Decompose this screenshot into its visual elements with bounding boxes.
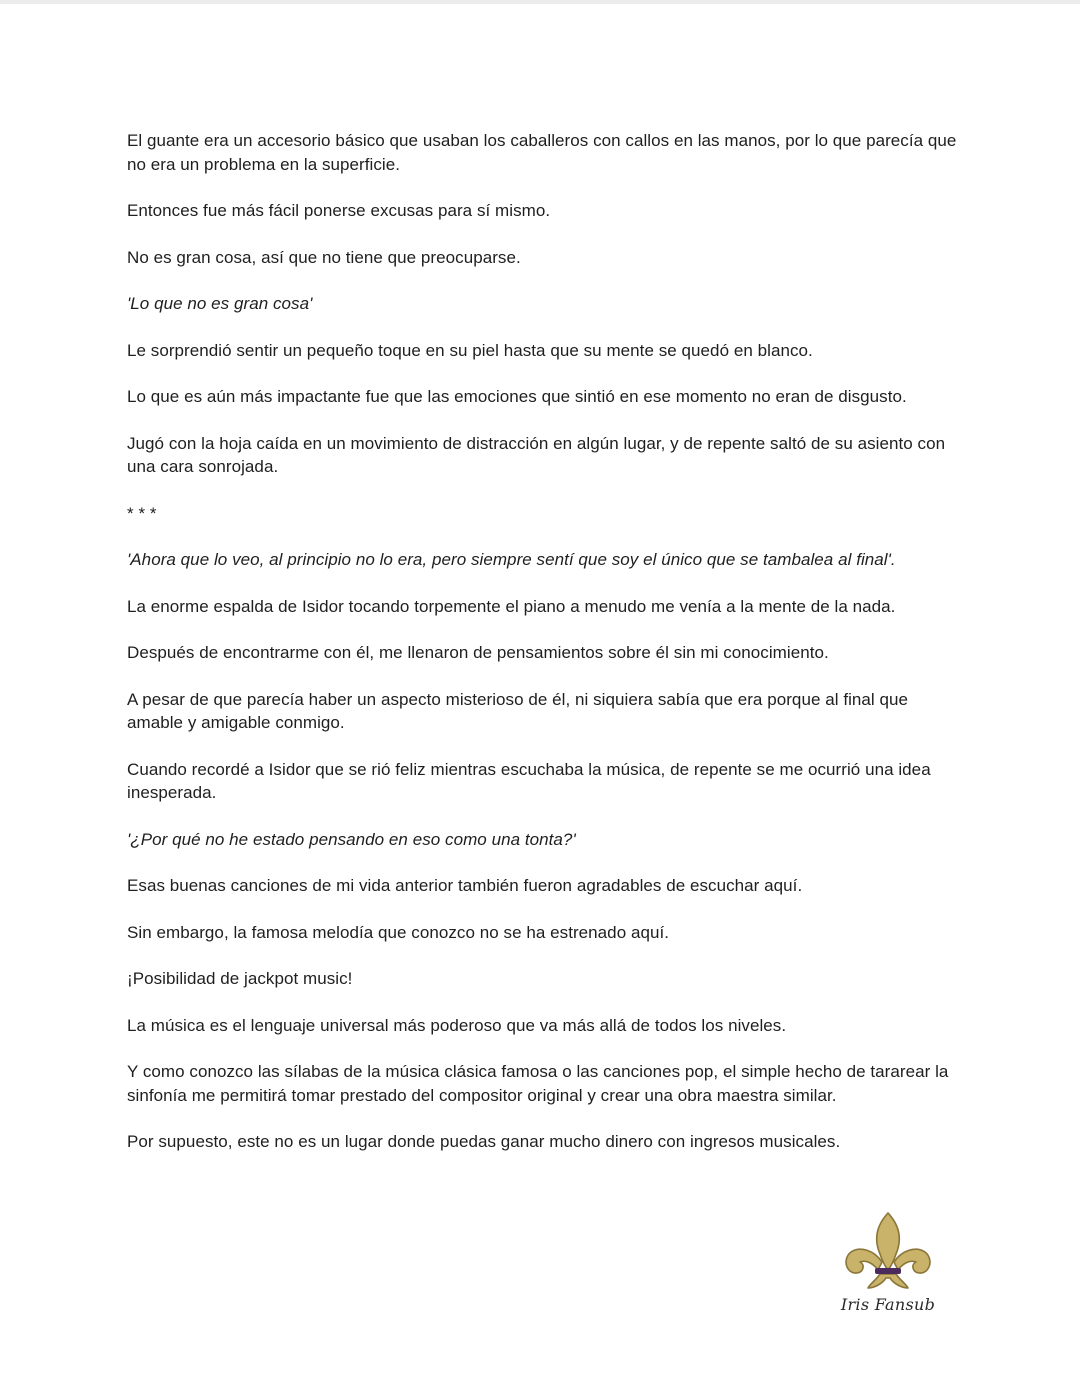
top-edge-bar (0, 0, 1080, 4)
paragraph: Le sorprendió sentir un pequeño toque en su piel hasta que su mente se quedó en blanco. (127, 340, 813, 360)
paragraph: ¡Posibilidad de jackpot music! (127, 969, 353, 988)
paragraph: Por supuesto, este no es un lugar donde puedas ganar mucho dinero con ingresos musicales. (127, 1132, 841, 1151)
paragraph: El guante era un accesorio básico que usaban los caballeros con callos en las manos, por lo que parecía que no era un problema en la superficie. (127, 131, 957, 174)
paragraph: Esas buenas canciones de mi vida anterior también fueron agradables de escuchar aquí. (127, 876, 803, 895)
paragraph: 'Lo que no es gran cosa' (127, 294, 313, 313)
paragraph: Cuando recordé a Isidor que se rió feliz mientras escuchaba la música, de repente se me ocurrió una idea inesperada. (127, 759, 931, 802)
paragraph: La enorme espalda de Isidor tocando torpemente el piano a menudo me venía a la mente de la nada. (127, 596, 896, 616)
paragraph: Después de encontrarme con él, me llenaron de pensamientos sobre él sin mi conocimiento. (127, 643, 829, 662)
fleur-de-lis-icon (838, 1210, 938, 1294)
scene-break: * * * (127, 503, 157, 523)
paragraph: Jugó con la hoja caída en un movimiento de distracción en algún lugar, y de repente saltó de su asiento con una cara sonrojada. (127, 433, 946, 476)
paragraph: Y como conozco las sílabas de la música clásica famosa o las canciones pop, el simple hecho de tararear la sinfonía me permitirá tomar prestado del compositor original y crear una obra maestra similar. (127, 1062, 949, 1105)
paragraph: '¿Por qué no he estado pensando en eso como una tonta?' (127, 829, 576, 849)
logo-text: Iris Fansub (840, 1295, 936, 1314)
paragraph: No es gran cosa, así que no tiene que preocuparse. (127, 247, 521, 267)
document-body (127, 129, 957, 1177)
paragraph: La música es el lenguaje universal más poderoso que va más allá de todos los niveles. (127, 1015, 787, 1035)
paragraph: 'Ahora que lo veo, al principio no lo era, pero siempre sentí que soy el único que se tambalea al final'. (127, 550, 896, 569)
paragraph: Sin embargo, la famosa melodía que conozco no se ha estrenado aquí. (127, 922, 670, 942)
paragraph: Lo que es aún más impactante fue que las emociones que sintió en ese momento no eran de disgusto. (127, 387, 907, 406)
iris-fansub-logo (838, 1210, 938, 1320)
paragraph: A pesar de que parecía haber un aspecto misterioso de él, ni siquiera sabía que era porque al final que amable y amigable conmigo. (127, 689, 909, 732)
paragraph: Entonces fue más fácil ponerse excusas para sí mismo. (127, 201, 551, 220)
